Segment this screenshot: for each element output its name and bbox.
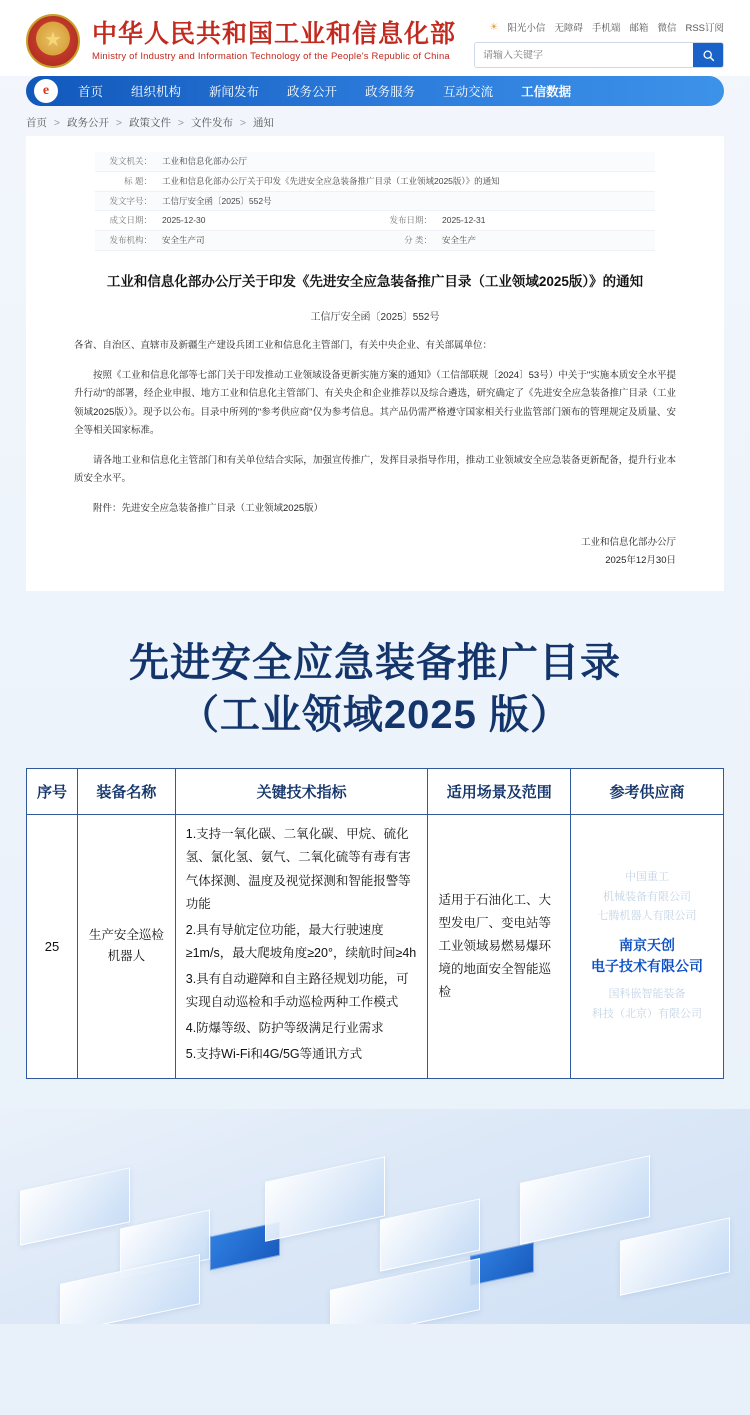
breadcrumb-item-3[interactable]: 文件发布 [190, 117, 233, 129]
meta-key-1: 标 题： [95, 171, 157, 191]
national-emblem-icon [26, 14, 80, 68]
catalog-col-scene: 适用场景及范围 [428, 769, 571, 815]
meta-key-0: 发文机关： [95, 152, 157, 171]
catalog-col-no: 序号 [27, 769, 78, 815]
sun-icon: ☀ [489, 21, 499, 33]
signature-date: 2025年12月30日 [605, 554, 676, 566]
brand-text [92, 20, 456, 63]
search-input[interactable] [475, 50, 693, 61]
meta-value-1: 工业和信息化部办公厅关于印发《先进安全应急装备推广目录（工业领域2025版）》的通知 [157, 171, 655, 191]
vendor-faded-1: 机械装备有限公司 [603, 890, 692, 903]
row-equipment-name: 生产安全巡检机器人 [77, 815, 175, 1078]
breadcrumb-sep-1: > [115, 117, 123, 129]
meta-key-3: 成文日期： [95, 211, 157, 231]
vendor-highlighted [581, 935, 713, 977]
meta-key-4b: 分 类： [375, 231, 437, 251]
meta-value-3: 2025-12-30 [157, 211, 375, 231]
document-card [26, 136, 724, 591]
document-title: 工业和信息化部办公厅关于印发《先进安全应急装备推广目录（工业领域2025版）》的通知 [106, 273, 644, 289]
utility-link-5[interactable]: RSS订阅 [685, 23, 724, 34]
row-spec-1: 2.具有导航定位功能，最大行驶速度≥1m/s，最大爬坡角度≥20°，续航时间≥4h [185, 922, 417, 960]
ministry-name-cn: 中华人民共和国工业和信息化部 [92, 19, 457, 48]
meta-value-2: 工信厅安全函〔2025〕552号 [157, 191, 655, 211]
search-icon [702, 49, 715, 62]
vendor-highlighted-line2: 电子技术有限公司 [591, 958, 704, 975]
catalog-header-row [27, 769, 724, 815]
vendor-highlighted-line1: 南京天创 [619, 937, 676, 954]
site-header [0, 0, 750, 76]
signature-org: 工业和信息化部办公厅 [580, 537, 676, 549]
row-spec-4: 5.支持Wi-Fi和4G/5G等通讯方式 [185, 1047, 363, 1062]
catalog-title-line2: （工业领域2025 版） [178, 693, 572, 738]
document-paragraph-2: 请各地工业和信息化主管部门和有关单位结合实际，加强宣传推广，发挥目录指导作用，推动工业领域安全应急装备更新配备，提升行业本质安全水平。 [74, 454, 676, 485]
utility-link-0[interactable]: 阳光小信 [507, 23, 546, 34]
site-brand [26, 14, 456, 68]
catalog-table-wrap [26, 768, 724, 1078]
nav-logo-icon: e [34, 79, 58, 103]
document-body [74, 337, 676, 518]
document-attachment[interactable]: 附件：先进安全应急装备推广目录（工业领域2025版） [93, 502, 324, 514]
utility-link-1[interactable]: 无障碍 [554, 23, 583, 34]
document-meta-table [95, 152, 655, 251]
row-spec-3: 4.防爆等级、防护等级满足行业需求 [185, 1021, 384, 1036]
deco-cube-1 [20, 1167, 130, 1245]
search-button[interactable] [693, 42, 723, 68]
breadcrumb-sep-2: > [177, 117, 185, 129]
meta-value-3b: 2025-12-31 [437, 211, 655, 231]
vendor-faded-4: 科技（北京）有限公司 [592, 1008, 703, 1021]
deco-cube-7 [520, 1155, 650, 1245]
header-utility-links [474, 20, 724, 34]
utility-link-2[interactable]: 手机端 [591, 23, 621, 34]
vendor-faded-3: 国科嵌智能装备 [608, 988, 686, 1001]
document-paragraph-1: 按照《工业和信息化部等七部门关于印发推动工业领域设备更新实施方案的通知》（工信部联规〔2024〕53号）中关于"实施本质安全水平提升行动"的部署，经企业申报、地方工业和信息化主管部门、有关央企和企业推荐以及综合遴选，研究确定了《先进安全应急装备推广目录（工业领域2025版）》。现予以公布。目录中所列的"参考供应商"仅为参考信息。其产品仍需严格遵守国家相关行业监管部门颁布的管理规定及质量、安全等相关国家标准。 [74, 369, 676, 437]
catalog-title [30, 637, 720, 743]
meta-row-4 [95, 231, 655, 251]
catalog-col-name: 装备名称 [77, 769, 175, 815]
meta-value-0: 工业和信息化部办公厅 [157, 152, 655, 171]
catalog-col-vendor: 参考供应商 [571, 769, 724, 815]
ministry-name-en: Ministry of Industry and Information Technology of the People's Republic of China [92, 51, 450, 63]
meta-row-3 [95, 211, 655, 231]
meta-key-2: 发文字号： [95, 191, 157, 211]
meta-key-4: 发布机构： [95, 231, 157, 251]
catalog-title-line1: 先进安全应急装备推广目录 [129, 640, 621, 685]
deco-cube-4 [265, 1156, 385, 1242]
breadcrumb-sep-3: > [239, 117, 247, 129]
row-specs [175, 815, 428, 1078]
meta-key-3b: 发布日期： [375, 211, 437, 231]
nav-item-4[interactable]: 政务服务 [365, 85, 416, 99]
breadcrumb [26, 115, 724, 130]
breadcrumb-sep-0: > [53, 117, 61, 129]
vendor-faded-2: 七腾机器人有限公司 [597, 910, 697, 923]
nav-item-6[interactable]: 工信数据 [521, 85, 572, 99]
utility-link-3[interactable]: 邮箱 [629, 23, 649, 34]
vendor-faded-0: 中国重工 [625, 870, 670, 883]
breadcrumb-item-2[interactable]: 政策文件 [128, 117, 171, 129]
header-right [474, 14, 724, 68]
deco-cube-10 [330, 1258, 480, 1324]
nav-item-0[interactable]: 首页 [78, 85, 104, 99]
row-spec-0: 1.支持一氧化碳、二氧化碳、甲烷、硫化氢、氯化氢、氨气、二氧化硫等有毒有害气体探测、温度及视觉探测和智能报警等功能 [185, 827, 411, 911]
main-nav [26, 76, 724, 106]
meta-value-4: 安全生产司 [157, 231, 375, 251]
breadcrumb-item-4[interactable]: 通知 [252, 117, 274, 129]
meta-value-4b: 安全生产 [437, 231, 655, 251]
row-no: 25 [27, 815, 78, 1078]
nav-item-1[interactable]: 组织机构 [131, 85, 182, 99]
nav-item-5[interactable]: 互动交流 [443, 85, 494, 99]
decorative-footer [0, 1109, 750, 1324]
meta-row-2 [95, 191, 655, 211]
search-box[interactable] [474, 42, 724, 68]
document-number: 工信厅安全函〔2025〕552号 [310, 312, 440, 324]
table-row [27, 815, 724, 1078]
document-signature [26, 534, 676, 568]
utility-link-4[interactable]: 微信 [657, 23, 677, 34]
breadcrumb-item-1[interactable]: 政务公开 [66, 117, 109, 129]
deco-cube-8 [620, 1217, 730, 1295]
breadcrumb-item-0[interactable]: 首页 [26, 117, 47, 129]
document-paragraph-0: 各省、自治区、直辖市及新疆生产建设兵团工业和信息化主管部门，有关中央企业、有关部属单位： [74, 340, 493, 352]
catalog-table [26, 768, 724, 1078]
nav-item-2[interactable]: 新闻发布 [209, 85, 260, 99]
row-vendors [571, 815, 724, 1078]
row-spec-2: 3.具有自动避障和自主路径规划功能，可实现自动巡检和手动巡检两种工作模式 [185, 972, 409, 1010]
meta-row-0 [95, 152, 655, 171]
nav-item-3[interactable]: 政务公开 [287, 85, 338, 99]
row-scene: 适用于石油化工、大型发电厂、变电站等工业领域易燃易爆环境的地面安全智能巡检 [428, 815, 571, 1078]
catalog-col-spec: 关键技术指标 [175, 769, 428, 815]
meta-row-1 [95, 171, 655, 191]
